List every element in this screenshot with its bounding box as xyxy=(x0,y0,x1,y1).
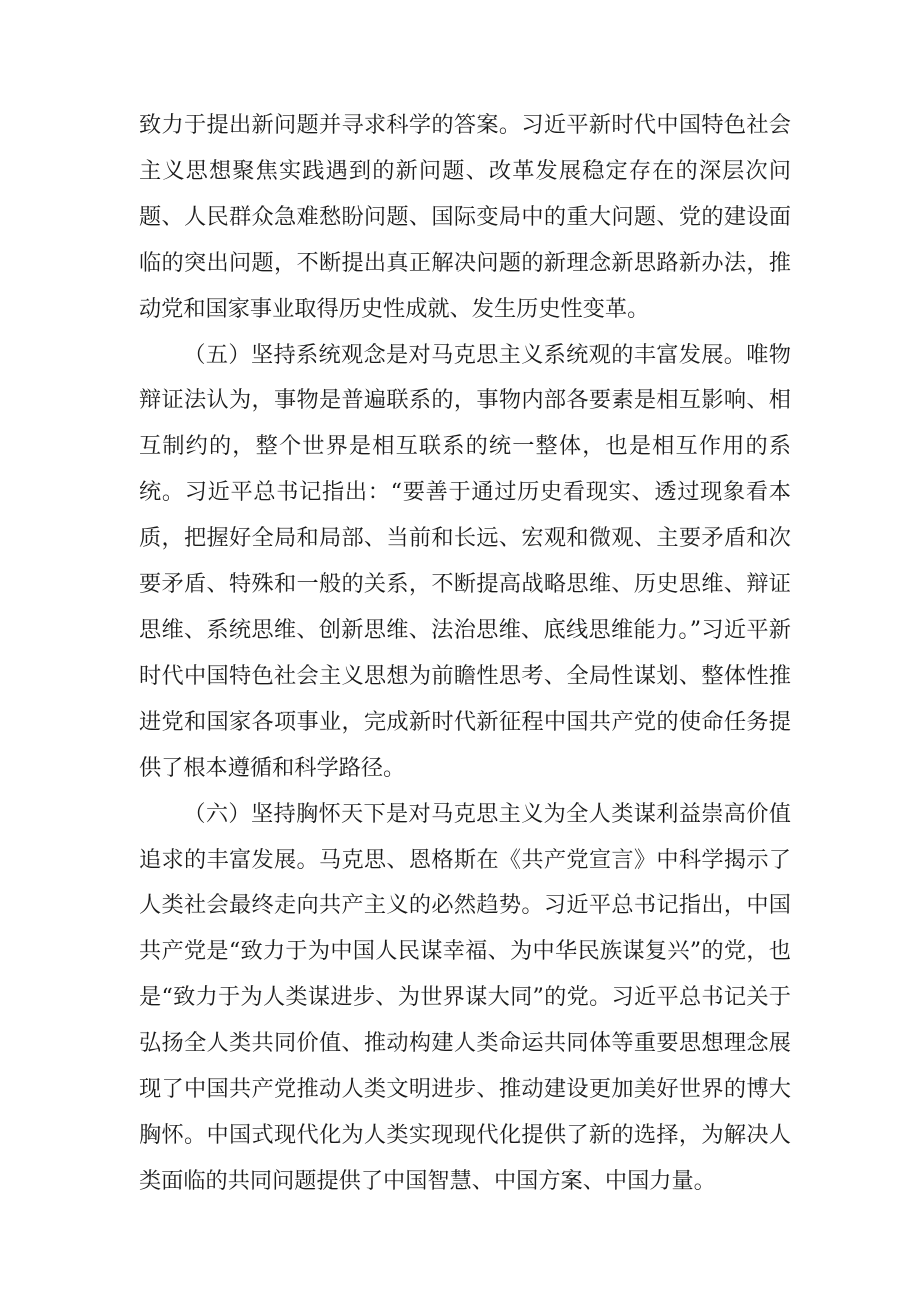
paragraph-section-five: （五）坚持系统观念是对马克思主义系统观的丰富发展。唯物辩证法认为，事物是普遍联系的，事物内部各要素是相互影响、相互制约的，整个世界是相互联系的统一整体，也是相互作用的系统。习近平总书记指出：“要善于通过历史看现实、透过现象看本质，把握好全局和局部、当前和长远、宏观和微观、主要矛盾和次要矛盾、特殊和一般的关系，不断提高战略思维、历史思维、辩证思维、系统思维、创新思维、法治思维、底线思维能力。”习近平新时代中国特色社会主义思想为前瞻性思考、全局性谋划、整体性推进党和国家各项事业，完成新时代新征程中国共产党的使命任务提供了根本遵循和科学路径。 xyxy=(139,341,791,781)
paragraph-continuation: 致力于提出新问题并寻求科学的答案。习近平新时代中国特色社会主义思想聚焦实践遇到的新问题、改革发展稳定存在的深层次问题、人民群众急难愁盼问题、国际变局中的重大问题、党的建设面临的突出问题，不断提出真正解决问题的新理念新思路新办法，推动党和国家事业取得历史性成就、发生历史性变革。 xyxy=(139,112,791,322)
paragraph-section-six: （六）坚持胸怀天下是对马克思主义为全人类谋利益崇高价值追求的丰富发展。马克思、恩格斯在《共产党宣言》中科学揭示了人类社会最终走向共产主义的必然趋势。习近平总书记指出，中国共产党是“致力于为中国人民谋幸福、为中华民族谋复兴”的党，也是“致力于为人类谋进步、为世界谋大同”的党。习近平总书记关于弘扬全人类共同价值、推动构建人类命运共同体等重要思想理念展现了中国共产党推动人类文明进步、推动建设更加美好世界的博大胸怀。中国式现代化为人类实现现代化提供了新的选择，为解决人类面临的共同问题提供了中国智慧、中国方案、中国力量。 xyxy=(139,800,791,1194)
document-body xyxy=(139,103,791,1205)
